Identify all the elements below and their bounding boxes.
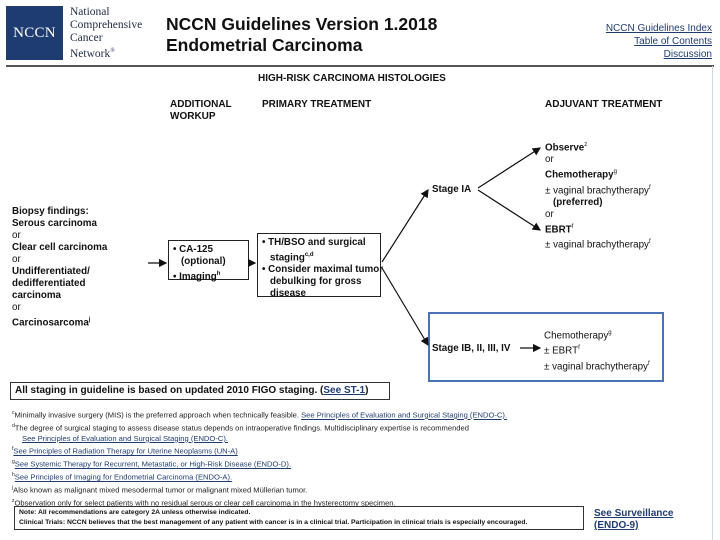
note-line: Clinical Trials: NCCN believes that the best management of any patient with cancer is in a clinical trial. Participation in clinical trials is especially encouraged. xyxy=(19,519,528,526)
footnote-text: Observation only for select patients with no residual serous or clear cell carcinoma in the hysterectomy specimen. xyxy=(14,498,396,508)
see-st1-link[interactable]: See ST-1 xyxy=(323,385,366,396)
biopsy-item: carcinoma xyxy=(12,290,62,301)
footnote-ref: g xyxy=(608,330,612,336)
biopsy-or: or xyxy=(12,302,21,313)
footnote-mark: c xyxy=(12,410,15,416)
footnote-c xyxy=(12,408,662,421)
arrow-ia-to-adjuvant xyxy=(478,190,540,230)
primary-item: debulking for gross xyxy=(270,276,362,288)
biopsy-heading: Biopsy findings: xyxy=(12,206,89,217)
footnote-h xyxy=(12,470,662,483)
footnote-text: The degree of surgical staging to assess disease status depends on intraoperative findings. Multidisciplinary expertise is recommended xyxy=(14,423,469,433)
footnote-text: Minimally invasive surgery (MIS) is the preferred approach when technically feasible. xyxy=(14,410,302,420)
footnote-text: Also known as malignant mixed mesodermal tumor or malignant mixed Müllerian tumor. xyxy=(13,485,308,495)
footnote-d-cont xyxy=(12,434,662,444)
stage-ib-iv-label: Stage IB, II, III, IV xyxy=(432,343,511,354)
biopsy-or: or xyxy=(12,254,21,265)
footnote-mark: f xyxy=(12,446,14,453)
stage-ia-label: Stage IA xyxy=(432,184,472,195)
org-line: National xyxy=(70,6,110,18)
note-box xyxy=(14,506,584,530)
workup-header-line: WORKUP xyxy=(170,111,216,122)
observe-text: Observe xyxy=(545,142,585,154)
footnote-mark: h xyxy=(12,472,15,479)
surveillance-line: (ENDO-9) xyxy=(594,520,639,531)
workup-item: • CA-125 xyxy=(173,244,213,255)
footnote-link[interactable]: See Principles of Imaging for Endometrial Carcinoma (ENDO-A). xyxy=(14,472,233,482)
staging-note xyxy=(10,382,390,400)
ebrt-text: ± EBRT xyxy=(544,345,579,357)
chemo-text: Chemotherapy xyxy=(544,330,609,342)
staging-text: staging xyxy=(270,252,305,264)
footnote-link[interactable]: See Systemic Therapy for Recurrent, Metastatic, or High-Risk Disease (ENDO-D). xyxy=(14,459,292,469)
biopsy-or: or xyxy=(12,230,21,241)
footnote-d xyxy=(12,421,662,434)
staging-note-text: All staging in guideline is based on updated 2010 FIGO staging. ( xyxy=(15,385,324,396)
org-line-text: Network xyxy=(70,47,111,60)
vbt-text: ± vaginal brachytherapy xyxy=(545,184,649,196)
carcinosarcoma-text: Carcinosarcoma xyxy=(12,317,89,329)
biopsy-item: Undifferentiated/ xyxy=(12,266,90,277)
vbt-text: ± vaginal brachytherapy xyxy=(545,239,649,251)
footnotes xyxy=(12,408,662,509)
footnote-ref: h xyxy=(216,271,221,277)
arrow-primary-to-ia xyxy=(382,190,428,262)
histologies-title: HIGH-RISK CARCINOMA HISTOLOGIES xyxy=(258,73,446,84)
org-line: Cancer xyxy=(70,32,103,44)
discussion-link[interactable]: Discussion xyxy=(663,49,712,60)
workup-header-line: ADDITIONAL xyxy=(170,99,232,110)
org-line: Comprehensive xyxy=(70,19,143,31)
guidelines-index-link[interactable]: NCCN Guidelines Index xyxy=(605,23,712,34)
footnote-ref: f xyxy=(648,239,651,246)
biopsy-item: Clear cell carcinoma xyxy=(12,242,108,253)
adjuvant-option: (preferred) xyxy=(553,196,603,208)
primary-item: • Consider maximal tumor xyxy=(262,264,384,276)
footnote-mark: g xyxy=(12,459,15,466)
ebrt-text: EBRT xyxy=(545,224,572,236)
footnote-ref: f xyxy=(648,184,651,191)
surveillance-line: See Surveillance xyxy=(594,508,674,519)
registered-mark: ® xyxy=(110,48,115,54)
footnote-ref: g xyxy=(613,169,617,176)
primary-item: • TH/BSO and surgical xyxy=(262,237,366,248)
nccn-logo: NCCN xyxy=(6,6,63,60)
primary-column-header: PRIMARY TREATMENT xyxy=(262,99,372,110)
biopsy-item: dedifferentiated xyxy=(12,278,86,289)
footnote-ref: z xyxy=(584,142,588,148)
footnote-ref: j xyxy=(88,317,91,323)
footnote-ref: f xyxy=(578,345,580,352)
vbt-text: ± vaginal brachytherapy xyxy=(544,360,648,372)
footnote-mark: z xyxy=(12,498,15,505)
guideline-topic: Endometrial Carcinoma xyxy=(166,35,363,55)
footnote-link[interactable]: See Principles of Evaluation and Surgical Staging (ENDO-C). xyxy=(22,433,228,443)
guideline-version: NCCN Guidelines Version 1.2018 xyxy=(166,14,438,34)
footnote-ref: f xyxy=(647,360,650,367)
see-surveillance-link[interactable] xyxy=(594,508,674,532)
primary-item: disease xyxy=(270,288,306,300)
biopsy-item: Serous carcinoma xyxy=(12,218,97,229)
footnote-g xyxy=(12,457,662,470)
imaging-text: • Imaging xyxy=(173,271,217,283)
table-of-contents-link[interactable]: Table of Contents xyxy=(634,36,712,47)
arrow-primary-to-ib xyxy=(382,268,428,345)
footnote-ref: f xyxy=(571,223,574,230)
footnote-link[interactable]: See Principles of Radiation Therapy for Uterine Neoplasms (UN-A) xyxy=(13,446,238,456)
chemo-text: Chemotherapy xyxy=(545,169,614,181)
adjuvant-column-header: ADJUVANT TREATMENT xyxy=(545,99,663,110)
adjuvant-or: or xyxy=(545,154,554,166)
footnote-f xyxy=(12,444,662,457)
adjuvant-or: or xyxy=(545,208,554,220)
staging-note-close: ) xyxy=(365,385,369,396)
footnote-mark: j xyxy=(12,485,14,492)
footnote-mark: d xyxy=(12,422,15,429)
footnote-ref: c,d xyxy=(304,252,314,258)
workup-item: (optional) xyxy=(181,256,226,267)
note-line: Note: All recommendations are category 2A unless otherwise indicated. xyxy=(19,509,251,516)
footnote-link[interactable]: See Principles of Evaluation and Surgical Staging (ENDO-C). xyxy=(301,410,508,420)
footnote-j xyxy=(12,483,662,496)
arrow-ia-to-adjuvant xyxy=(478,148,540,188)
